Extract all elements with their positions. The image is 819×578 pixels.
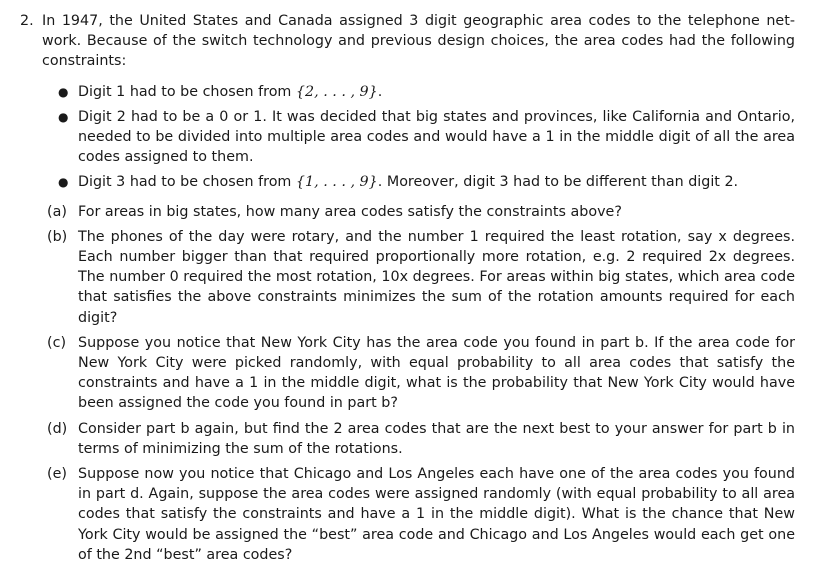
bullet-icon: ● xyxy=(58,175,69,190)
part-a xyxy=(47,202,795,222)
constraint-item xyxy=(56,172,795,192)
problem-intro: In 1947, the United States and Canada assigned 3 digit geographic area codes to the telephone net- work. Because of the switch technology and previous design choices, the area codes had the following constraints: xyxy=(42,13,795,70)
constraint-text-part: . xyxy=(377,83,383,100)
constraint-text-part: . Moreover, digit 3 had to be different than digit 2. xyxy=(377,174,739,191)
part-e xyxy=(47,464,795,565)
constraint-math: {2, . . . , 9} xyxy=(295,83,378,100)
bullet-icon: ● xyxy=(58,109,69,124)
part-label: (c) xyxy=(47,334,67,351)
constraint-item xyxy=(56,107,795,168)
problem-number: 2. xyxy=(20,13,34,29)
part-text: Suppose now you notice that Chicago and Los Angeles each have one of the area codes you found in part d. Again, suppose the area codes were assigned randomly (with equal probability to all area codes that satisfy the constraints and have a 1 in the middle digit). What is the chance that New York City would be assigned the “best” area code and Chicago and Los Angeles would each get one of the 2nd “best” area codes? xyxy=(78,466,795,563)
part-d xyxy=(47,419,795,459)
part-text: Consider part b again, but find the 2 area codes that are the next best to your answer for part b in terms of minimizing the sum of the rotations. xyxy=(78,420,795,457)
part-c xyxy=(47,333,795,414)
bullet-icon: ● xyxy=(58,84,69,99)
parts-list xyxy=(42,202,795,565)
part-text: The phones of the day were rotary, and the number 1 required the least rotation, say x degrees. Each number bigger than that required proportionally more rotation, e.g. 2 required 2x degrees. The number 0 required the most rotation, 10x degrees. For areas within big states, which area code that satisfies the above constraints minimizes the sum of the rotation amounts required for each digit? xyxy=(78,228,795,326)
problem-2 xyxy=(20,11,795,570)
part-text: Suppose you notice that New York City has the area code you found in part b. If the area code for New York City were picked randomly, with equal probability to all area codes that satisfy the constraints and have a 1 in the middle digit, what is the probability that New York City would have been assigned the code you found in part b? xyxy=(78,334,795,412)
part-label: (b) xyxy=(47,228,68,245)
constraints-list xyxy=(42,82,795,193)
constraint-text xyxy=(78,107,795,168)
constraint-text xyxy=(78,172,795,192)
constraint-text-part: Digit 3 had to be chosen from xyxy=(78,174,296,191)
constraint-item xyxy=(56,82,795,102)
constraint-text-part: Digit 2 had to be a 0 or 1. It was decided that big states and provinces, like California and Ontario, needed to be divided into multiple area codes and would have a 1 in the middle digit of all the area codes assigned to them. xyxy=(78,108,795,166)
constraint-text-part: Digit 1 had to be chosen from xyxy=(78,83,296,100)
constraint-math: {1, . . . , 9} xyxy=(295,174,378,191)
part-text: For areas in big states, how many area codes satisfy the constraints above? xyxy=(78,203,622,220)
part-label: (e) xyxy=(47,466,67,483)
part-label: (d) xyxy=(47,420,68,437)
constraint-text xyxy=(78,82,795,102)
problem-body xyxy=(42,11,795,570)
part-b xyxy=(47,227,795,328)
part-label: (a) xyxy=(47,203,67,220)
